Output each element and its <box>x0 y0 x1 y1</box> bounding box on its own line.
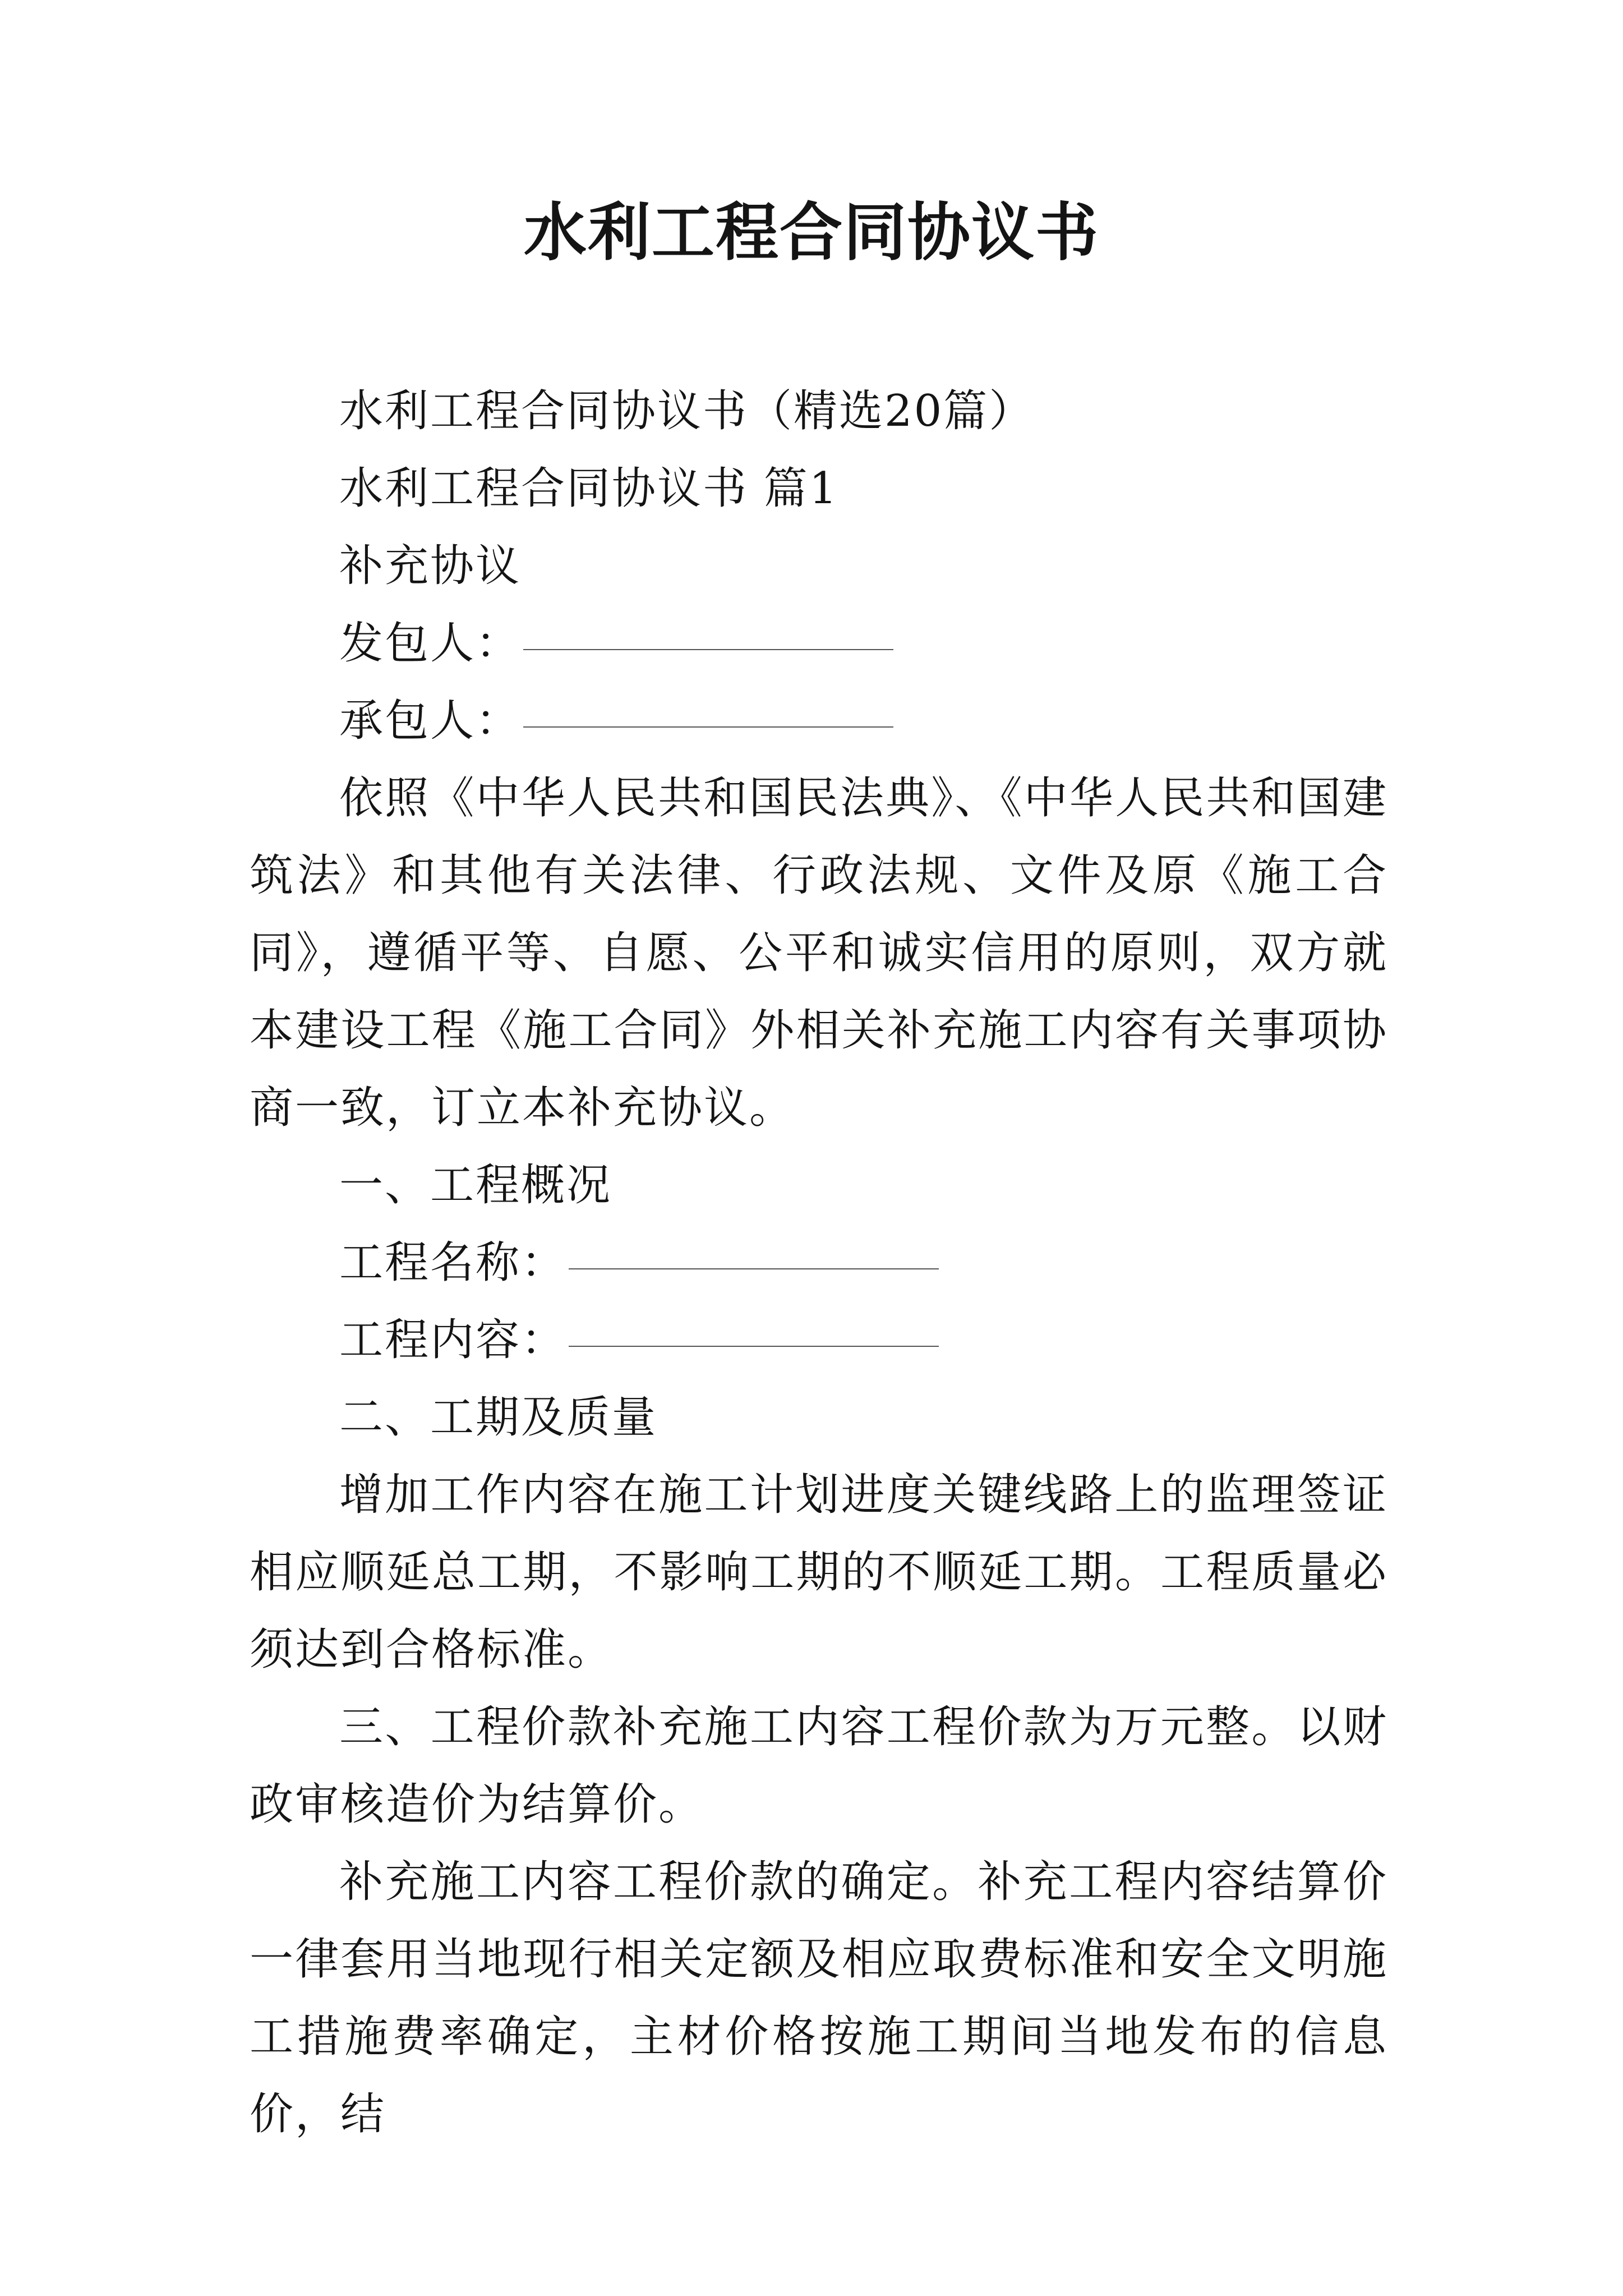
project-name-blank-line <box>569 1267 939 1269</box>
article-heading: 水利工程合同协议书 篇1 <box>339 463 839 514</box>
schedule-paragraph: 增加工作内容在施工计划进度关键线路上的监理签证相应顺延总工期，不影响工期的不顺延工期。工程质量必须达到合格标准。 <box>250 1470 1388 1675</box>
contractor-field <box>250 682 1388 760</box>
project-content-label: 工程内容： <box>339 1315 567 1365</box>
section-3-paragraph: 三、工程价款补充施工内容工程价款为万元整。以财政审核造价为结算价。 <box>250 1702 1388 1830</box>
document-title: 水利工程合同协议书 <box>524 196 1099 269</box>
contractor-label: 承包人： <box>339 696 522 746</box>
section-1-heading: 一、工程概况 <box>339 1160 612 1211</box>
document-subtitle: 水利工程合同协议书（精选20篇） <box>339 386 1035 436</box>
contractor-blank-line <box>523 725 893 728</box>
preamble-paragraph: 依照《中华人民共和国民法典》、《中华人民共和国建筑法》和其他有关法律、行政法规、文件及原《施工合同》，遵循平等、自愿、公平和诚实信用的原则，双方就本建设工程《施工合同》外相关补充施工内容有关事项协商一致，订立本补充协议。 <box>250 773 1388 1133</box>
supplement-heading: 补充协议 <box>339 541 522 591</box>
project-name-field <box>250 1224 1388 1301</box>
price-paragraph: 补充施工内容工程价款的确定。补充工程内容结算价一律套用当地现行相关定额及相应取费标准和安全文明施工措施费率确定，主材价格按施工期间当地发布的信息价，结 <box>250 1857 1388 2139</box>
employer-label: 发包人： <box>339 618 522 669</box>
project-content-blank-line <box>569 1345 939 1347</box>
project-name-label: 工程名称： <box>339 1237 567 1288</box>
employer-blank-line <box>523 648 893 650</box>
section-2-heading: 二、工期及质量 <box>339 1392 658 1443</box>
employer-field <box>250 605 1388 682</box>
document-body <box>250 372 1388 2153</box>
project-content-field <box>250 1301 1388 1379</box>
